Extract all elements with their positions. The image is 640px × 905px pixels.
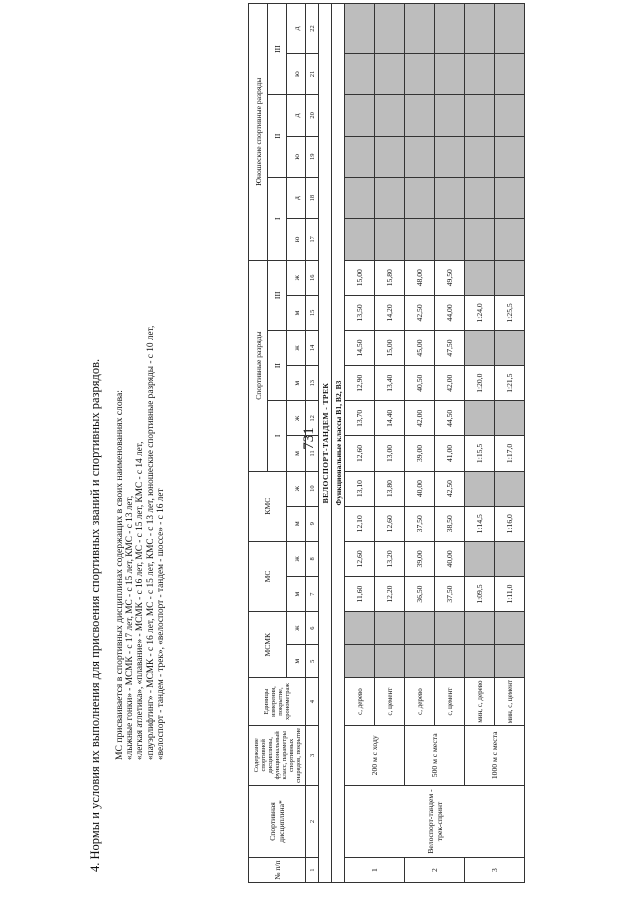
empty-cell xyxy=(405,4,435,54)
col-number: 21 xyxy=(306,53,319,94)
value-cell: 13,70 xyxy=(345,401,375,436)
empty-cell xyxy=(435,177,465,218)
empty-cell xyxy=(465,219,495,260)
value-cell: 37,50 xyxy=(435,576,465,611)
note-line: «велоспорт - тандем - трек», «велоспорт - тандем - шоссе» - с 16 лет xyxy=(155,488,166,760)
col-number: 14 xyxy=(306,330,319,365)
table-row xyxy=(345,4,375,883)
col-number: 1 xyxy=(306,858,319,883)
header-zh: ж xyxy=(287,541,306,576)
notes-intro: МС присваивается в спортивных дисциплинах содержащих в своих наименованиях слова: xyxy=(114,390,125,760)
empty-cell xyxy=(465,53,495,94)
empty-cell xyxy=(375,4,405,54)
empty-cell xyxy=(495,401,525,436)
value-cell: 42,50 xyxy=(405,295,435,330)
empty-cell xyxy=(465,471,495,506)
row-unit: с, цемент xyxy=(435,678,465,726)
notes-block xyxy=(115,120,166,760)
empty-cell xyxy=(375,612,405,645)
empty-cell xyxy=(435,612,465,645)
value-cell: 37,50 xyxy=(405,506,435,541)
empty-cell xyxy=(375,95,405,136)
empty-cell xyxy=(465,645,495,678)
empty-cell xyxy=(375,219,405,260)
empty-cell xyxy=(495,260,525,295)
col-number: 3 xyxy=(306,725,319,785)
col-number: 7 xyxy=(306,576,319,611)
value-cell: 36,50 xyxy=(405,576,435,611)
empty-cell xyxy=(375,136,405,177)
col-number: 19 xyxy=(306,136,319,177)
value-cell: 1:15,5 xyxy=(465,436,495,471)
value-cell: 39,00 xyxy=(405,541,435,576)
row-unit: мин, с, цемент xyxy=(495,678,525,726)
empty-cell xyxy=(345,95,375,136)
empty-cell xyxy=(495,471,525,506)
value-cell: 15,80 xyxy=(375,260,405,295)
empty-cell xyxy=(435,53,465,94)
value-cell: 39,00 xyxy=(405,436,435,471)
col-number: 12 xyxy=(306,401,319,436)
value-cell: 13,80 xyxy=(375,471,405,506)
page-number: 731 xyxy=(300,427,317,450)
empty-cell xyxy=(405,95,435,136)
header-msmk: МСМК xyxy=(249,612,287,678)
empty-cell xyxy=(465,4,495,54)
empty-cell xyxy=(495,612,525,645)
empty-cell xyxy=(405,645,435,678)
value-cell: 1:20,0 xyxy=(465,366,495,401)
value-cell: 1:24,0 xyxy=(465,295,495,330)
header-discipline: Спортивная дисциплина* xyxy=(249,785,306,857)
empty-cell xyxy=(465,401,495,436)
header-yu: ю xyxy=(287,53,306,94)
value-cell: 13,20 xyxy=(375,541,405,576)
value-cell: 13,10 xyxy=(345,471,375,506)
header-m: м xyxy=(287,295,306,330)
header-zh: ж xyxy=(287,401,306,436)
header-rank-1: I xyxy=(268,401,287,471)
header-rank-3: III xyxy=(268,260,287,330)
col-number: 13 xyxy=(306,366,319,401)
row-unit: мин, с, дерево xyxy=(465,678,495,726)
empty-cell xyxy=(495,53,525,94)
column-numbers-row xyxy=(306,4,319,883)
value-cell: 12,90 xyxy=(345,366,375,401)
empty-cell xyxy=(375,53,405,94)
header-zh: ж xyxy=(287,330,306,365)
col-number: 11 xyxy=(306,436,319,471)
empty-cell xyxy=(405,612,435,645)
col-number: 8 xyxy=(306,541,319,576)
value-cell: 42,50 xyxy=(435,471,465,506)
col-number: 22 xyxy=(306,4,319,54)
value-cell: 12,60 xyxy=(375,506,405,541)
empty-cell xyxy=(465,136,495,177)
value-cell: 12,10 xyxy=(345,506,375,541)
norms-table-wrapper xyxy=(248,3,640,883)
empty-cell xyxy=(345,219,375,260)
empty-cell xyxy=(345,645,375,678)
header-m: м xyxy=(287,645,306,678)
empty-cell xyxy=(465,177,495,218)
col-number: 6 xyxy=(306,612,319,645)
header-youth-1: I xyxy=(268,177,287,260)
value-cell: 13,40 xyxy=(375,366,405,401)
empty-cell xyxy=(495,541,525,576)
norms-table xyxy=(248,3,525,883)
value-cell: 38,50 xyxy=(435,506,465,541)
value-cell: 15,00 xyxy=(375,330,405,365)
value-cell: 1:09,5 xyxy=(465,576,495,611)
row-num: 2 xyxy=(405,858,465,883)
header-youth-ranks: Юношеские спортивные разряды xyxy=(249,4,268,261)
value-cell: 1:25,5 xyxy=(495,295,525,330)
empty-cell xyxy=(435,219,465,260)
note-line: «пауэрлифтинг» - МСМК - с 16 лет, МС - с 15 лет, КМС - с 13 лет, юношеские спортивные разряды - с 10 лет, xyxy=(145,325,156,760)
header-content: Содержание спортивной дисциплины, функциональный класс, параметры спортивных снарядов, покрытие xyxy=(249,725,306,785)
row-content: 500 м с места xyxy=(405,725,465,785)
empty-cell xyxy=(405,136,435,177)
col-number: 17 xyxy=(306,219,319,260)
col-number: 20 xyxy=(306,95,319,136)
row-content: 200 м с ходу xyxy=(345,725,405,785)
value-cell: 42,00 xyxy=(405,401,435,436)
empty-cell xyxy=(435,136,465,177)
header-kms: КМС xyxy=(249,471,287,541)
note-line: «лыжные гонки» - МСМК - с 17 лет, МС - с 15 лет, КМС - с 13 лет, xyxy=(125,495,136,760)
value-cell: 44,00 xyxy=(435,295,465,330)
value-cell: 1:21,5 xyxy=(495,366,525,401)
col-number: 10 xyxy=(306,471,319,506)
empty-cell xyxy=(375,177,405,218)
empty-cell xyxy=(495,645,525,678)
value-cell: 14,50 xyxy=(345,330,375,365)
value-cell: 1:11,0 xyxy=(495,576,525,611)
empty-cell xyxy=(495,136,525,177)
header-d: д xyxy=(287,177,306,218)
row-unit: с, дерево xyxy=(405,678,435,726)
empty-cell xyxy=(495,95,525,136)
empty-cell xyxy=(435,4,465,54)
empty-cell xyxy=(495,330,525,365)
value-cell: 1:16,0 xyxy=(495,506,525,541)
value-cell: 1:17,0 xyxy=(495,436,525,471)
empty-cell xyxy=(345,177,375,218)
empty-cell xyxy=(435,95,465,136)
section-title: 4. Нормы и условия их выполнения для присвоения спортивных званий и спортивных разрядов. xyxy=(88,358,102,872)
row-discipline: Велоспорт-тандем - трек-спринт xyxy=(345,785,525,857)
header-zh: ж xyxy=(287,612,306,645)
value-cell: 12,20 xyxy=(375,576,405,611)
header-unit: Единицы измерения, покрытие, хронометраж xyxy=(249,678,306,726)
empty-cell xyxy=(465,260,495,295)
header-num: № п/п xyxy=(249,858,306,883)
empty-cell xyxy=(345,612,375,645)
empty-cell xyxy=(465,330,495,365)
value-cell: 1:14,5 xyxy=(465,506,495,541)
col-number: 18 xyxy=(306,177,319,218)
value-cell: 41,00 xyxy=(435,436,465,471)
sport-title: ВЕЛОСПОРТ-ТАНДЕМ - ТРЕК xyxy=(319,4,332,883)
col-number: 9 xyxy=(306,506,319,541)
empty-cell xyxy=(345,4,375,54)
empty-cell xyxy=(405,219,435,260)
header-m: м xyxy=(287,366,306,401)
empty-cell xyxy=(465,95,495,136)
col-number: 2 xyxy=(306,785,319,857)
value-cell: 12,60 xyxy=(345,436,375,471)
empty-cell xyxy=(435,645,465,678)
header-m: м xyxy=(287,436,306,471)
value-cell: 47,50 xyxy=(435,330,465,365)
table-row xyxy=(465,4,495,883)
value-cell: 42,00 xyxy=(435,366,465,401)
note-line: «легкая атлетика», «плавание» - МСМК - с 16 лет, МС - с 15 лет, КМС - с 14 лет, xyxy=(135,441,146,760)
row-content: 1000 м с места xyxy=(465,725,525,785)
header-m: м xyxy=(287,576,306,611)
col-number: 15 xyxy=(306,295,319,330)
header-yu: ю xyxy=(287,136,306,177)
header-d: д xyxy=(287,4,306,54)
header-zh: ж xyxy=(287,260,306,295)
row-unit: с, цемент xyxy=(375,678,405,726)
row-num: 3 xyxy=(465,858,525,883)
row-num: 1 xyxy=(345,858,405,883)
empty-cell xyxy=(495,4,525,54)
value-cell: 48,00 xyxy=(405,260,435,295)
value-cell: 44,50 xyxy=(435,401,465,436)
header-youth-3: III xyxy=(268,4,287,95)
value-cell: 40,00 xyxy=(435,541,465,576)
empty-cell xyxy=(345,136,375,177)
header-d: д xyxy=(287,95,306,136)
header-zh: ж xyxy=(287,471,306,506)
empty-cell xyxy=(465,541,495,576)
empty-cell xyxy=(405,177,435,218)
row-unit: с, дерево xyxy=(345,678,375,726)
value-cell: 45,00 xyxy=(405,330,435,365)
col-number: 16 xyxy=(306,260,319,295)
empty-cell xyxy=(465,612,495,645)
value-cell: 13,50 xyxy=(345,295,375,330)
value-cell: 40,00 xyxy=(405,471,435,506)
class-title: Функциональные классы В1, В2, В3 xyxy=(332,4,345,883)
col-number: 4 xyxy=(306,678,319,726)
header-m: м xyxy=(287,506,306,541)
value-cell: 12,60 xyxy=(345,541,375,576)
empty-cell xyxy=(495,219,525,260)
value-cell: 49,50 xyxy=(435,260,465,295)
value-cell: 13,00 xyxy=(375,436,405,471)
empty-cell xyxy=(375,645,405,678)
empty-cell xyxy=(405,53,435,94)
table-row xyxy=(405,4,435,883)
header-sport-ranks: Спортивные разряды xyxy=(249,260,268,471)
value-cell: 11,60 xyxy=(345,576,375,611)
value-cell: 14,20 xyxy=(375,295,405,330)
header-ms: МС xyxy=(249,541,287,611)
header-rank-2: II xyxy=(268,330,287,400)
header-youth-2: II xyxy=(268,95,287,178)
col-number: 5 xyxy=(306,645,319,678)
value-cell: 15,00 xyxy=(345,260,375,295)
empty-cell xyxy=(495,177,525,218)
header-yu: ю xyxy=(287,219,306,260)
value-cell: 40,50 xyxy=(405,366,435,401)
value-cell: 14,40 xyxy=(375,401,405,436)
empty-cell xyxy=(345,53,375,94)
